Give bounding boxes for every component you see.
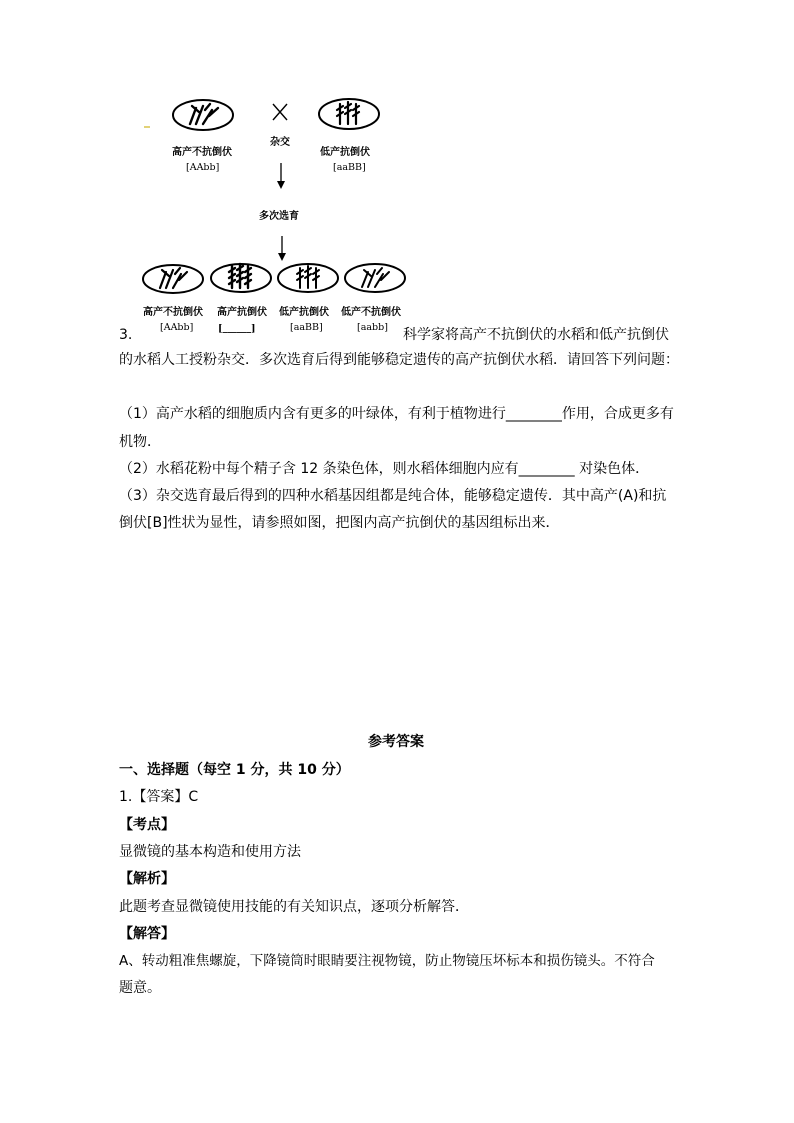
cross-icon xyxy=(273,104,287,120)
offspring-label: 低产不抗倒伏 xyxy=(341,307,401,318)
sub-question-3-cont: 倒伏[B]性状为显性，请参照如图，把图内高产抗倒伏的基因组标出来． xyxy=(119,515,560,531)
offspring-genotype-blank: [______] xyxy=(218,323,256,334)
offspring-genotype: [aaBB] xyxy=(290,322,323,333)
answer-1: 1.【答案】C xyxy=(119,789,199,805)
parent-right-plant-icon xyxy=(319,99,379,129)
offspring-plant-icon xyxy=(345,264,405,292)
kaodian-heading: 【考点】 xyxy=(119,817,175,833)
sub-question-1: （1）高产水稻的细胞质内含有更多的叶绿体，有利于植物进行________作用，合成更多有 xyxy=(119,406,674,422)
question-stem: 的水稻人工授粉杂交．多次选育后得到能够稳定遗传的高产抗倒伏水稻．请回答下列问题： xyxy=(119,352,679,368)
parent-left-genotype: [AAbb] xyxy=(186,162,220,173)
offspring-plant-icon xyxy=(143,265,203,293)
section-heading: 一、选择题（每空 1 分，共 10 分） xyxy=(119,762,350,778)
offspring-genotype: [AAbb] xyxy=(160,322,194,333)
sub-question-2: （2）水稻花粉中每个精子含 12 条染色体，则水稻体细胞内应有________ 对染色体． xyxy=(119,461,650,477)
offspring-label: 高产抗倒伏 xyxy=(217,307,267,318)
jiexi-heading: 【解析】 xyxy=(119,871,175,887)
offspring-plant-icon xyxy=(211,264,271,292)
arrow-down-icon xyxy=(278,236,286,261)
offspring-label: 低产抗倒伏 xyxy=(279,307,329,318)
offspring-plant-icon xyxy=(278,264,338,292)
jieda-text-cont: 题意。 xyxy=(119,980,161,996)
answers-title: 参考答案 xyxy=(368,734,424,750)
jieda-text: A、转动粗准焦螺旋，下降镜筒时眼睛要注视物镜，防止物镜压坏标本和损伤镜头。不符合 xyxy=(119,953,655,969)
parent-left-plant-icon xyxy=(173,100,233,130)
kaodian-text: 显微镜的基本构造和使用方法 xyxy=(119,844,301,860)
parent-right-genotype: [aaBB] xyxy=(333,162,366,173)
arrow-down-icon xyxy=(277,163,285,189)
jiexi-text: 此题考查显微镜使用技能的有关知识点，逐项分析解答． xyxy=(119,899,469,915)
offspring-label: 高产不抗倒伏 xyxy=(143,307,203,318)
jieda-heading: 【解答】 xyxy=(119,926,175,942)
sub-question-1-cont: 机物． xyxy=(119,434,161,450)
offspring-genotype: [aabb] xyxy=(357,322,388,333)
parent-right-label: 低产抗倒伏 xyxy=(320,147,370,158)
sub-question-3: （3）杂交选育最后得到的四种水稻基因组都是纯合体，能够稳定遗传．其中高产(A)和抗 xyxy=(119,488,667,504)
cross-label: 杂交 xyxy=(270,137,290,148)
question-number: 3. xyxy=(119,327,133,343)
parent-left-label: 高产不抗倒伏 xyxy=(172,147,232,158)
selection-label: 多次选育 xyxy=(259,211,299,222)
question-stem: 科学家将高产不抗倒伏的水稻和低产抗倒伏 xyxy=(403,327,669,343)
